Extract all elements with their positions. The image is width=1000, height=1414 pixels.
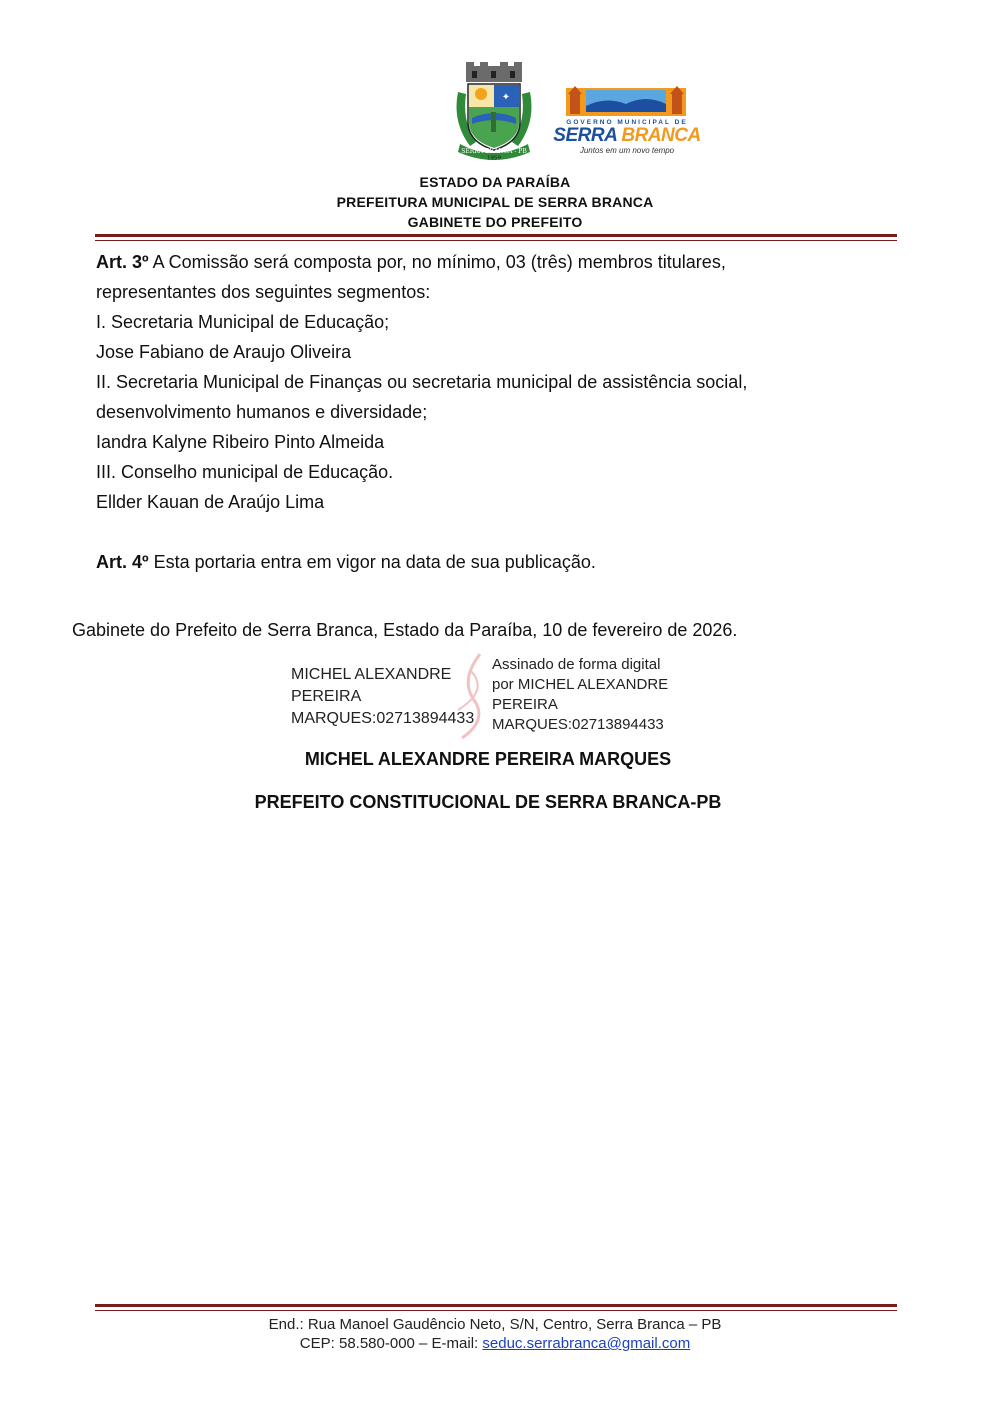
art3-item3: III. Conselho municipal de Educação. bbox=[96, 462, 394, 482]
art3-item1: I. Secretaria Municipal de Educação; bbox=[96, 312, 390, 332]
footer-address: End.: Rua Manoel Gaudêncio Neto, S/N, Centro, Serra Branca – PB bbox=[268, 1316, 722, 1333]
footer-rule-thick bbox=[95, 1304, 897, 1307]
signature-note-line3: PEREIRA bbox=[492, 696, 558, 713]
footer-rule-thin bbox=[95, 1310, 897, 1311]
brand-skyline-icon bbox=[566, 86, 686, 118]
signer-name: MICHEL ALEXANDRE PEREIRA MARQUES bbox=[304, 749, 672, 769]
signer-title: PREFEITO CONSTITUCIONAL DE SERRA BRANCA-PB bbox=[254, 792, 722, 812]
art3-item2a: II. Secretaria Municipal de Finanças ou secretaria municipal de assistência social, bbox=[96, 372, 748, 392]
brand-name-branca: BRANCA bbox=[621, 125, 701, 146]
closing-place-date: Gabinete do Prefeito de Serra Branca, Estado da Paraíba, 10 de fevereiro de 2026. bbox=[72, 620, 738, 640]
header-logos bbox=[0, 60, 1000, 160]
art3-member1: Jose Fabiano de Araujo Oliveira bbox=[96, 342, 352, 362]
signature-name-line3: MARQUES:02713894433 bbox=[291, 710, 475, 727]
header-rule-thin bbox=[95, 240, 897, 241]
art3-text: A Comissão será composta por, no mínimo, 03 (três) membros titulares, bbox=[148, 252, 726, 272]
art3-item2b: desenvolvimento humanos e diversidade; bbox=[96, 402, 428, 422]
signature-name-line1: MICHEL ALEXANDRE bbox=[291, 666, 452, 683]
art3-line1 bbox=[96, 251, 726, 273]
digital-signature-note bbox=[492, 655, 668, 735]
art3-member3: Ellder Kauan de Araújo Lima bbox=[96, 492, 325, 512]
brand-name bbox=[546, 126, 708, 146]
signature-name-line2: PEREIRA bbox=[291, 688, 362, 705]
art4-text: Esta portaria entra em vigor na data de sua publicação. bbox=[148, 552, 596, 572]
header-rule-thick bbox=[95, 234, 897, 237]
header-gabinete: GABINETE DO PREFEITO bbox=[407, 214, 583, 230]
signature-note-line1: Assinado de forma digital bbox=[492, 656, 661, 673]
municipal-crest-logo bbox=[450, 62, 538, 160]
crest-year-text: 1959 bbox=[487, 155, 501, 160]
footer-contact bbox=[0, 1334, 990, 1353]
footer-email-link[interactable]: seduc.serrabranca@gmail.com bbox=[482, 1335, 691, 1352]
brand-government-label: GOVERNO MUNICIPAL DE bbox=[566, 119, 688, 126]
brand-slogan: Juntos em um novo tempo bbox=[579, 146, 675, 155]
svg-text:✦: ✦ bbox=[501, 92, 511, 103]
serra-branca-brand-logo bbox=[546, 86, 708, 156]
signature-note-line2: por MICHEL ALEXANDRE bbox=[492, 676, 669, 693]
art4-line bbox=[96, 551, 596, 573]
art4-label: Art. 4º bbox=[96, 552, 149, 572]
art3-line2: representantes dos seguintes segmentos: bbox=[96, 282, 431, 302]
art3-label: Art. 3º bbox=[96, 252, 149, 272]
crest-banner-text: SERRA BRANCA - PB bbox=[461, 148, 527, 155]
signature-note-line4: MARQUES:02713894433 bbox=[492, 716, 664, 733]
brand-name-serra: SERRA bbox=[553, 125, 617, 146]
header-prefeitura: PREFEITURA MUNICIPAL DE SERRA BRANCA bbox=[336, 194, 654, 210]
header-state: ESTADO DA PARAÍBA bbox=[419, 174, 571, 190]
art3-member2: Iandra Kalyne Ribeiro Pinto Almeida bbox=[96, 432, 385, 452]
footer-cep: CEP: 58.580-000 – E-mail: bbox=[299, 1335, 483, 1352]
